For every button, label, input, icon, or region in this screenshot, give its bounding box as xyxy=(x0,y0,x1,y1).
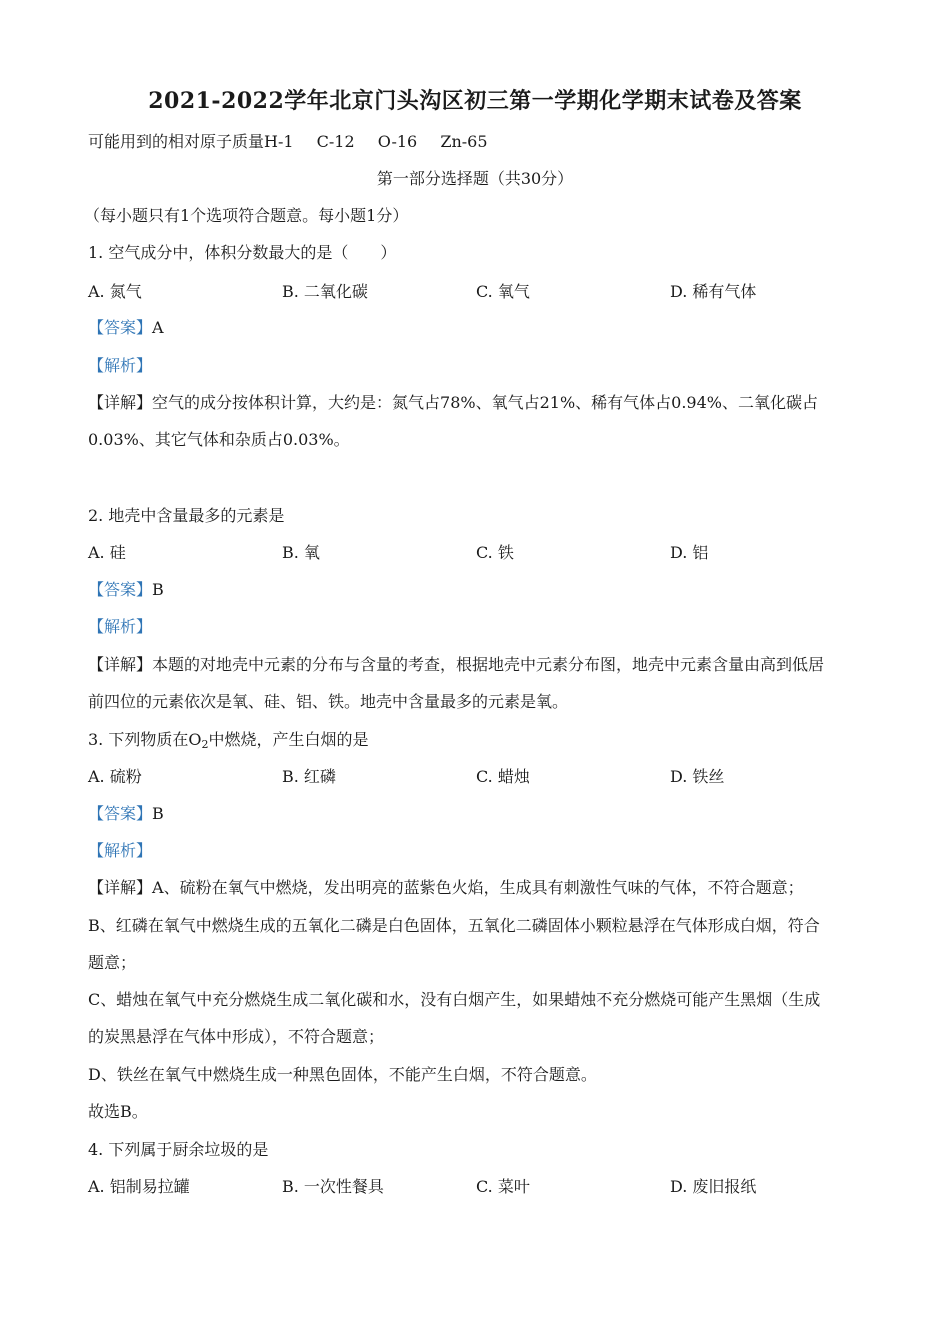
question-1-option-c: C. 氧气 xyxy=(476,282,530,301)
question-1-detail-line-1: 空气的成分按体积计算，大约是：氮气占78%、氧气占21%、稀有气体占0.94%、二氧化碳占 xyxy=(152,393,818,412)
question-3-stem-pre: 3. 下列物质在O xyxy=(88,730,202,749)
question-2-option-a: A. 硅 xyxy=(88,543,126,562)
question-3-detail-line-6: 故选B。 xyxy=(88,1102,148,1121)
question-1-option-d: D. 稀有气体 xyxy=(670,282,757,301)
answer-tag: 【答案】 xyxy=(88,580,153,599)
answer-tag: 【答案】 xyxy=(88,318,153,337)
question-2-answer xyxy=(88,579,164,601)
question-3-detail-first: A、硫粉在氧气中燃烧，发出明亮的蓝紫色火焰，生成具有刺激性气味的气体，不符合题意； xyxy=(152,878,804,897)
question-4-option-c: C. 菜叶 xyxy=(476,1177,530,1196)
question-3-detail-line-1: B、红磷在氧气中燃烧生成的五氧化二磷是白色固体，五氧化二磷固体小颗粒悬浮在气体形成白烟，符合 xyxy=(88,916,820,935)
question-1-stem: 1. 空气成分中，体积分数最大的是（ ） xyxy=(88,243,397,262)
question-3-analysis-tag: 【解析】 xyxy=(88,841,153,860)
question-1-option-a: A. 氮气 xyxy=(88,282,142,301)
question-3-detail-line-3: C、蜡烛在氧气中充分燃烧生成二氧化碳和水，没有白烟产生，如果蜡烛不充分燃烧可能产生黑烟（生成 xyxy=(88,990,821,1009)
question-3-answer xyxy=(88,803,164,825)
question-2-option-d: D. 铝 xyxy=(670,543,709,562)
question-3-detail xyxy=(88,877,804,899)
question-3-option-a: A. 硫粉 xyxy=(88,767,142,786)
question-2-detail xyxy=(88,654,824,676)
question-1-detail-line-2: 0.03%、其它气体和杂质占0.03%。 xyxy=(88,430,350,449)
question-3-option-c: C. 蜡烛 xyxy=(476,767,530,786)
atomic-mass-h: H-1 xyxy=(264,132,294,151)
question-3-option-d: D. 铁丝 xyxy=(670,767,725,786)
detail-tag: 【详解】 xyxy=(88,878,153,897)
question-1-detail xyxy=(88,392,818,414)
question-2-analysis-tag: 【解析】 xyxy=(88,617,153,636)
question-3-detail-line-2: 题意； xyxy=(88,953,137,972)
question-2-stem: 2. 地壳中含量最多的元素是 xyxy=(88,506,285,525)
question-3-detail-line-5: D、铁丝在氧气中燃烧生成一种黑色固体，不能产生白烟，不符合题意。 xyxy=(88,1065,597,1084)
detail-tag: 【详解】 xyxy=(88,655,153,674)
question-3-stem xyxy=(88,729,369,756)
question-3-option-b: B. 红磷 xyxy=(282,767,336,786)
question-3-answer-value: B xyxy=(152,804,164,823)
atomic-mass-c: C-12 xyxy=(316,132,355,151)
question-2-detail-line-2: 前四位的元素依次是氧、硅、铝、铁。地壳中含量最多的元素是氧。 xyxy=(88,692,569,711)
question-2-option-c: C. 铁 xyxy=(476,543,514,562)
question-3-detail-line-4: 的炭黑悬浮在气体中形成），不符合题意； xyxy=(88,1027,385,1046)
atomic-mass-line xyxy=(88,131,488,153)
atomic-mass-zn: Zn-65 xyxy=(440,132,488,151)
question-1-answer xyxy=(88,317,164,339)
question-3-stem-post: 中燃烧，产生白烟的是 xyxy=(208,730,369,749)
atomic-mass-o: O-16 xyxy=(377,132,418,151)
question-2-answer-value: B xyxy=(152,580,164,599)
question-1-option-b: B. 二氧化碳 xyxy=(282,282,368,301)
question-4-option-a: A. 铝制易拉罐 xyxy=(88,1177,190,1196)
question-4-stem: 4. 下列属于厨余垃圾的是 xyxy=(88,1140,269,1159)
answer-tag: 【答案】 xyxy=(88,804,153,823)
question-1-analysis-tag: 【解析】 xyxy=(88,356,153,375)
question-4-option-b: B. 一次性餐具 xyxy=(282,1177,384,1196)
detail-tag: 【详解】 xyxy=(88,393,153,412)
question-2-option-b: B. 氧 xyxy=(282,543,320,562)
question-2-detail-line-1: 本题的对地壳中元素的分布与含量的考查，根据地壳中元素分布图，地壳中元素含量由高到低居 xyxy=(152,655,825,674)
question-1-answer-value: A xyxy=(152,318,164,337)
section-heading: 第一部分选择题（共30分） xyxy=(376,169,574,188)
atomic-mass-label: 可能用到的相对原子质量 xyxy=(88,132,265,151)
section-instruction: （每小题只有1个选项符合题意。每小题1分） xyxy=(84,206,409,225)
page-title: 2021-2022学年北京门头沟区初三第一学期化学期末试卷及答案 xyxy=(148,88,802,114)
question-4-option-d: D. 废旧报纸 xyxy=(670,1177,757,1196)
question-3-stem-subscript: 2 xyxy=(201,738,209,751)
